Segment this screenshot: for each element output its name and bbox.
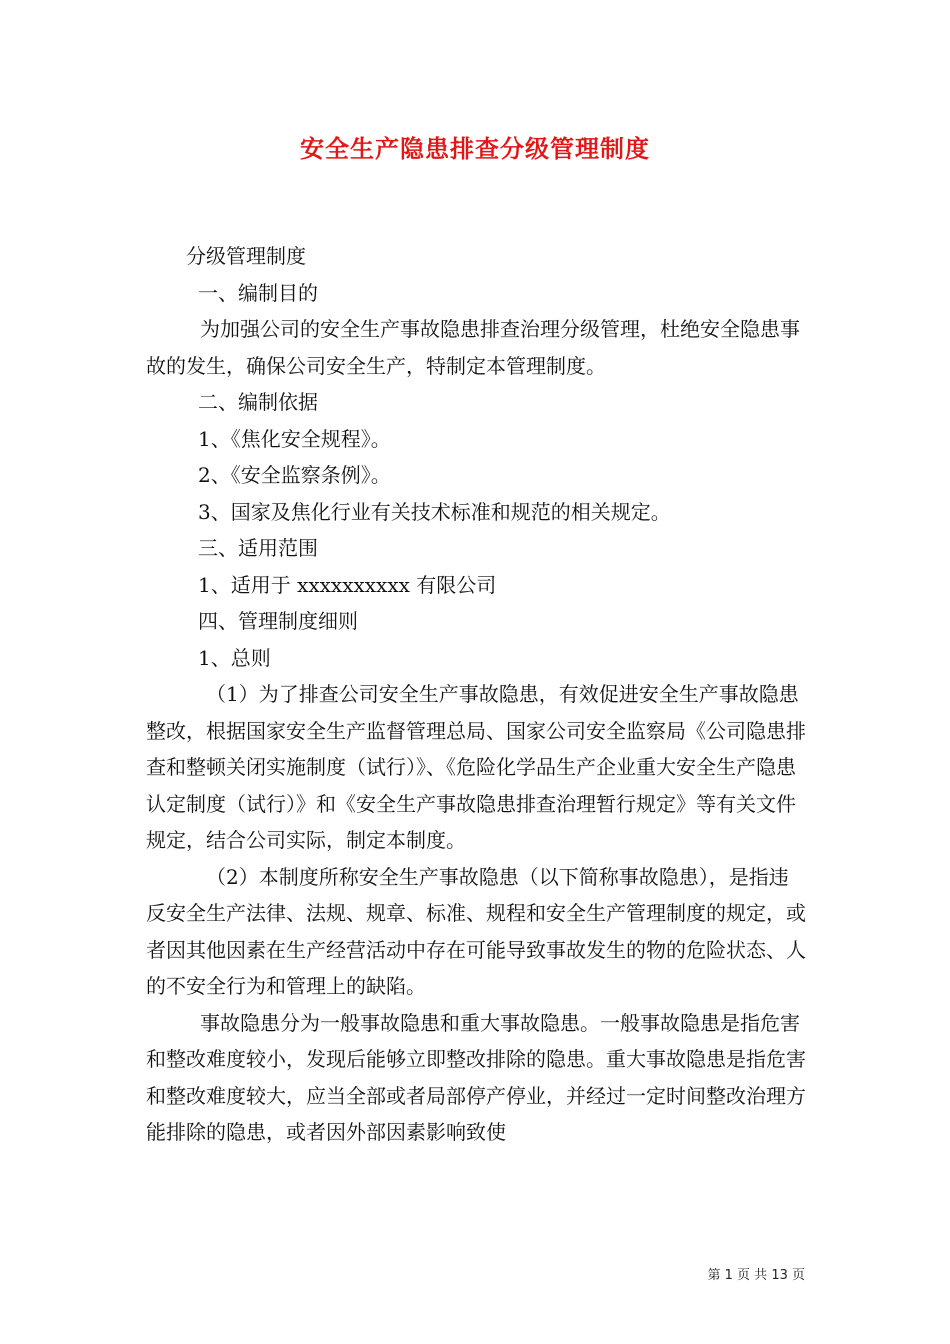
page-number: 第 1 页 共 13 页: [707, 1268, 805, 1283]
document-body: [146, 238, 806, 1151]
paragraph-hazard-classes: 事故隐患分为一般事故隐患和重大事故隐患。一般事故隐患是指危害和整改难度较小，发现后能够立即整改排除的隐患。重大事故隐患是指危害和整改难度较大，应当全部或者局部停产停业，并经过一定时间整改治理方能排除的隐患，或者因外部因素影响致使: [146, 1010, 806, 1144]
section-heading-basis: 二、编制依据: [198, 390, 318, 414]
list-item-scope-1: 1、适用于 xxxxxxxxxx 有限公司: [198, 572, 497, 597]
list-item-basis-1: 1、《焦化安全规程》。: [198, 426, 391, 451]
paragraph-general-2: （2）本制度所称安全生产事故隐患（以下简称事故隐患），是指违反安全生产法律、法规、规章、标准、规程和安全生产管理制度的规定，或者因其他因素在生产经营活动中存在可能导致事故发生的物的危险状态、人的不安全行为和管理上的缺陷。: [146, 864, 806, 998]
paragraph-general-1: （1）为了排查公司安全生产事故隐患，有效促进安全生产事故隐患整改，根据国家安全生产监督管理总局、国家公司安全监察局《公司隐患排查和整顿关闭实施制度（试行）》、《危险化学品生产企业重大安全生产隐患认定制度（试行）》和《安全生产事故隐患排查治理暂行规定》等有关文件规定，结合公司实际，制定本制度。: [146, 682, 806, 852]
subsection-heading-general: 1、总则: [198, 645, 271, 670]
subtitle: 分级管理制度: [186, 244, 306, 268]
list-item-basis-2: 2、《安全监察条例》。: [198, 463, 391, 487]
section-heading-scope: 三、适用范围: [198, 536, 318, 560]
paragraph-purpose: 为加强公司的安全生产事故隐患排查治理分级管理，杜绝安全隐患事故的发生，确保公司安全生产，特制定本管理制度。: [146, 317, 800, 378]
section-heading-purpose: 一、编制目的: [198, 280, 318, 305]
section-heading-rules: 四、管理制度细则: [198, 609, 358, 633]
list-item-basis-3: 3、国家及焦化行业有关技术标准和规范的相关规定。: [198, 499, 671, 524]
document-title: 安全生产隐患排查分级管理制度: [300, 135, 650, 163]
